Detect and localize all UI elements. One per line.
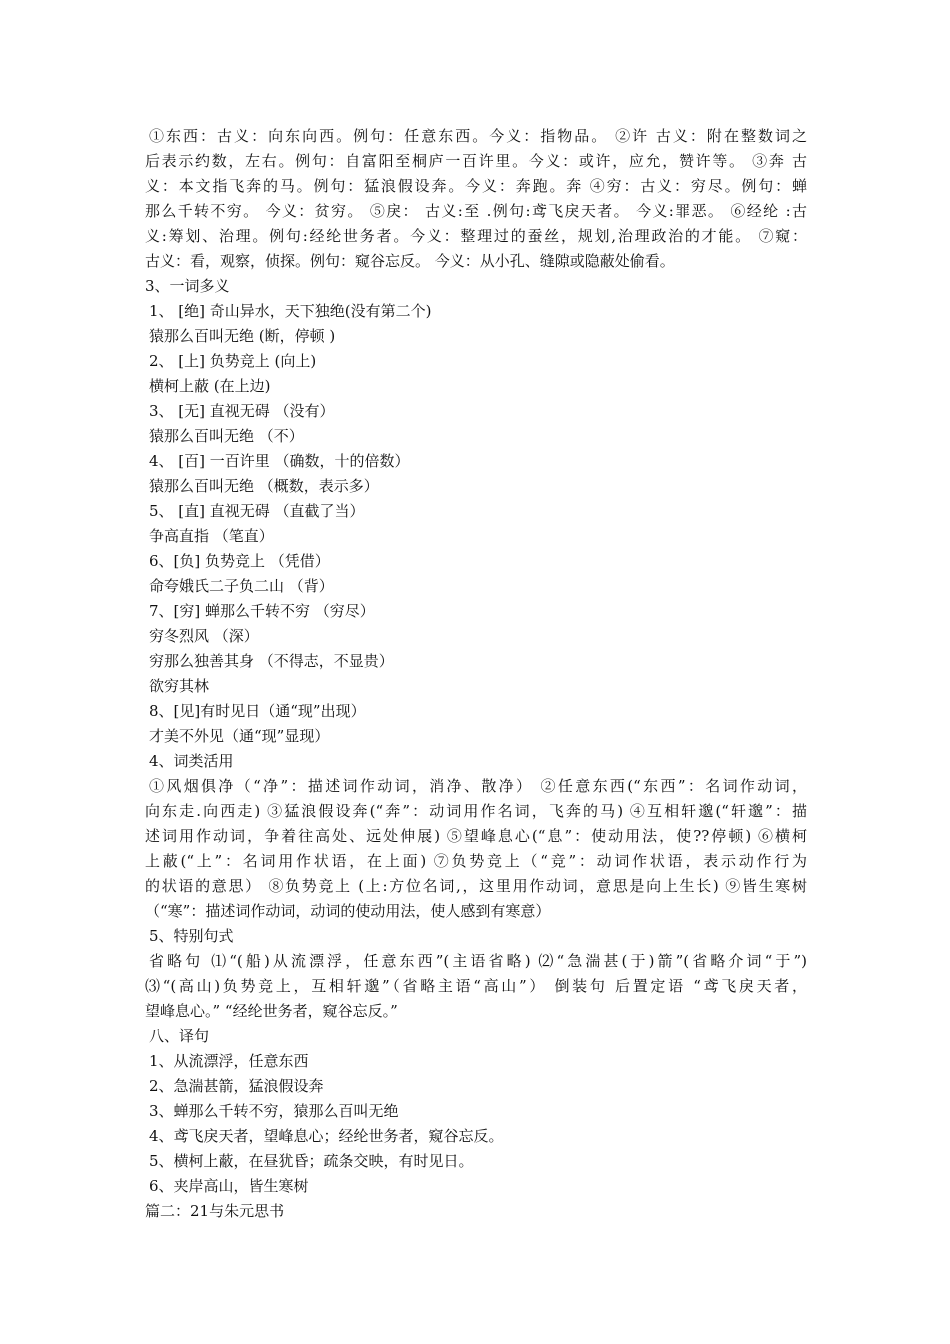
list-item: 2、急湍甚箭，猛浪假设奔 [149, 1077, 324, 1095]
para1-line: 那么千转不穷。 今义：贫穷。 ⑤戾： 古义:至 .例句:鸢飞戾天者。 今义:罪恶。 ⑥经纶 :古 [145, 202, 807, 220]
section-heading: 5、特别句式 [149, 927, 234, 945]
para4-line: 述词用作动词，争着往高处、远处伸展) ⑤望峰息心(“息”：使动用法，使??停顿) ⑥横柯 [145, 827, 807, 845]
section-heading: 4、词类活用 [149, 752, 234, 770]
list-item: 欲穷其林 [149, 677, 210, 695]
section-heading: 3、一词多义 [145, 277, 230, 295]
list-item: 穷冬烈风 （深） [149, 627, 259, 645]
para4-line: 向东走.向西走) ③猛浪假设奔(“奔”：动词用作名词，飞奔的马) ④互相轩邈(“轩邈”：描 [145, 802, 807, 820]
list-item: 3、 [无] 直视无碍 （没有） [149, 402, 335, 420]
list-item: 3、蝉那么千转不穷，猿那么百叫无绝 [149, 1102, 399, 1120]
para1-line: 后表示约数，左右。例句：自富阳至桐庐一百许里。今义：或许，应允，赞许等。 ③奔 古 [145, 152, 807, 170]
list-item: 命夸娥氏二子负二山 （背） [149, 577, 334, 595]
list-item: 4、 [百] 一百许里 （确数，十的倍数） [149, 452, 410, 470]
list-item: 才美不外见（通“现”显现） [149, 727, 330, 745]
para5-line: 望峰息心。” “经纶世务者，窥谷忘反。” [145, 1002, 398, 1020]
list-item: 8、[见]有时见日（通“现”出现） [149, 702, 366, 720]
para5-line: 省略句 ⑴“(船)从流漂浮，任意东西”(主语省略) ⑵“急湍甚(于)箭”(省略介词“于”) [149, 952, 807, 970]
list-item: 5、 [直] 直视无碍 （直截了当） [149, 502, 365, 520]
para4-line: 上蔽(“上”：名词用作状语，在上面) ⑦负势竞上（“竞”：动词作状语，表示动作行为 [145, 852, 807, 870]
list-item: 猿那么百叫无绝 （概数，表示多） [149, 477, 379, 495]
para4-line: （“寒”：描述词作动词，动词的使动用法，使人感到有寒意） [145, 902, 551, 920]
list-item: 2、 [上] 负势竞上 (向上) [149, 352, 317, 370]
list-item: 7、[穷] 蝉那么千转不穷 （穷尽） [149, 602, 375, 620]
list-item: 横柯上蔽 (在上边) [149, 377, 271, 395]
para1-line: 义:筹划、治理。例句:经纶世务者。今义：整理过的蚕丝，规划,治理政治的才能。 ⑦窥： [145, 227, 807, 245]
list-item: 猿那么百叫无绝 （不） [149, 427, 304, 445]
list-item: 穷那么独善其身 （不得志，不显贵） [149, 652, 394, 670]
para1-line: 义：本文指飞奔的马。例句：猛浪假设奔。今义：奔跑。奔 ④穷：古义：穷尽。例句：蝉 [145, 177, 807, 195]
list-item: 4、鸢飞戾天者，望峰息心；经纶世务者，窥谷忘反。 [149, 1127, 504, 1145]
list-item: 6、夹岸高山，皆生寒树 [149, 1177, 309, 1195]
para1-line: 古义：看，观察，侦探。例句：窥谷忘反。 今义：从小孔、缝隙或隐蔽处偷看。 [145, 252, 675, 270]
document-page [145, 124, 807, 1224]
para4-line: 的状语的意思） ⑧负势竞上 (上:方位名词,，这里用作动词，意思是向上生长) ⑨皆生寒树 [145, 877, 807, 895]
para1-line: ①东西：古义：向东向西。例句：任意东西。今义：指物品。 ②许 古义：附在整数词之 [149, 127, 807, 145]
next-article-title: 篇二：21与朱元思书 [145, 1202, 285, 1220]
list-item: 6、[负] 负势竞上 （凭借） [149, 552, 330, 570]
section-heading: 八、译句 [149, 1027, 210, 1045]
list-item: 猿那么百叫无绝 (断，停顿 ) [149, 327, 336, 345]
list-item: 5、横柯上蔽，在昼犹昏；疏条交映，有时见日。 [149, 1152, 474, 1170]
list-item: 1、 [绝] 奇山异水，天下独绝(没有第二个) [149, 302, 432, 320]
list-item: 争高直指 （笔直） [149, 527, 274, 545]
list-item: 1、从流漂浮，任意东西 [149, 1052, 309, 1070]
para4-line: ①风烟俱净（“净”：描述词作动词，消净、散净） ②任意东西(“东西”：名词作动词， [149, 777, 807, 795]
para5-line: ⑶“(高山)负势竞上，互相轩邈”（省略主语“高山”） 倒装句 后置定语 “鸢飞戾天者， [145, 977, 807, 995]
